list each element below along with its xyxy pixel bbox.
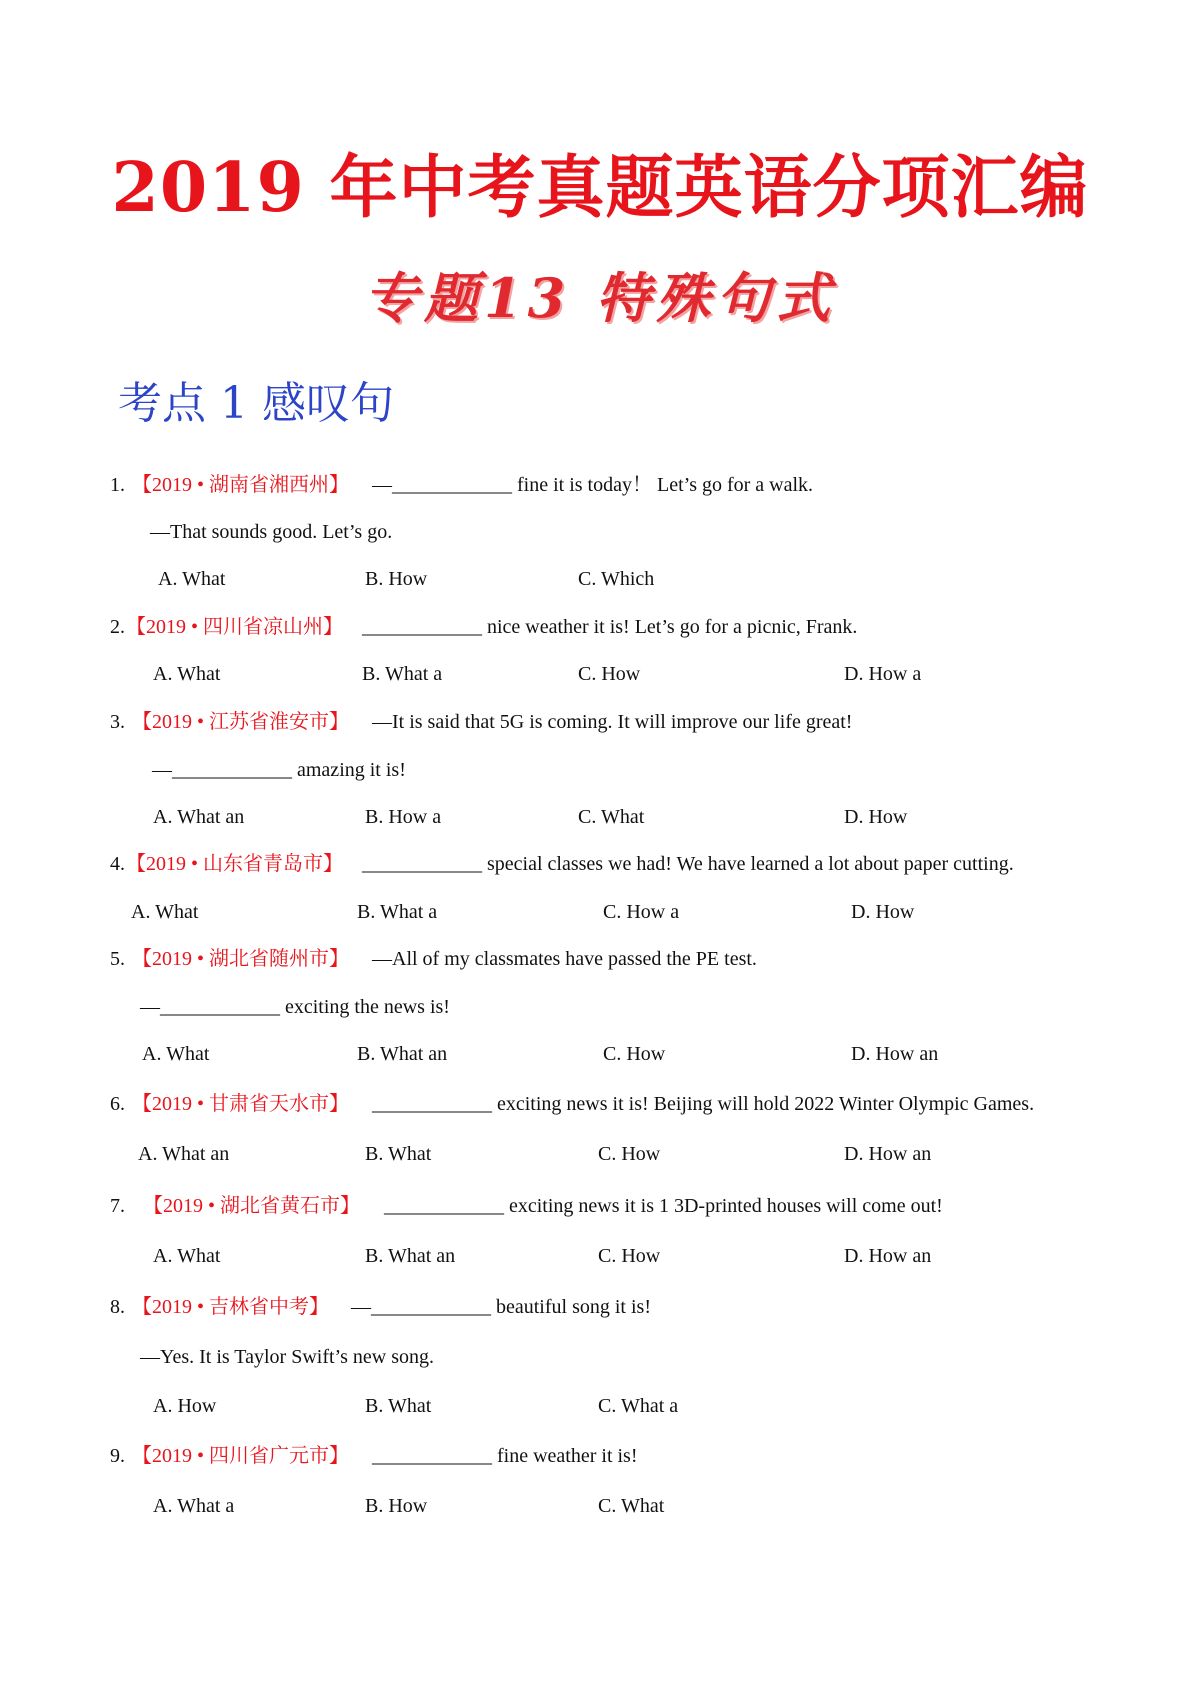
question-stem: ____________ special classes we had! We have learned a lot about paper cutting. — [362, 853, 1014, 875]
question-source-tag: 【2019 • 山东省青岛市】 — [126, 853, 344, 875]
option-c: C. What — [598, 1495, 665, 1517]
question-source-tag: 【2019 • 四川省凉山州】 — [126, 616, 344, 638]
option-b: B. What — [365, 1395, 432, 1417]
question-stem: ____________ nice weather it is! Let’s go for a picnic, Frank. — [362, 616, 858, 638]
question-stem: —____________ fine it is today！ Let’s go for a walk. — [372, 474, 814, 496]
option-d: D. How an — [844, 1143, 932, 1165]
question-number: 1. — [110, 474, 125, 496]
question-stem: —____________ beautiful song it is! — [351, 1296, 651, 1318]
question-reply: —____________ amazing it is! — [152, 759, 406, 781]
option-a: A. What an — [138, 1143, 230, 1165]
option-b: B. How a — [365, 806, 442, 828]
option-a: A. How — [153, 1395, 217, 1417]
option-c: C. What a — [598, 1395, 679, 1417]
question-source-tag: 【2019 • 吉林省中考】 — [132, 1296, 330, 1318]
option-c: C. How — [603, 1043, 666, 1065]
section-heading: 考点 1 感叹句 — [118, 378, 394, 429]
option-a: A. What an — [153, 806, 245, 828]
option-d: D. How — [844, 806, 908, 828]
option-d: D. How an — [844, 1245, 932, 1267]
question-source-tag: 【2019 • 湖南省湘西州】 — [132, 474, 350, 496]
option-b: B. What an — [357, 1043, 448, 1065]
question-number: 4. — [110, 853, 125, 875]
question-stem: ____________ exciting news it is! Beijing will hold 2022 Winter Olympic Games. — [372, 1093, 1035, 1115]
question-number: 5. — [110, 948, 125, 970]
option-c: C. How a — [603, 901, 680, 923]
question-stem: —All of my classmates have passed the PE test. — [372, 948, 757, 970]
option-b: B. What a — [362, 663, 443, 685]
question-number: 7. — [110, 1195, 125, 1217]
option-d: D. How an — [851, 1043, 939, 1065]
question-source-tag: 【2019 • 湖北省随州市】 — [132, 948, 350, 970]
question-number: 8. — [110, 1296, 125, 1318]
option-a: A. What — [153, 1245, 221, 1267]
option-d: D. How a — [844, 663, 922, 685]
question-stem: ____________ fine weather it is! — [372, 1445, 638, 1467]
option-a: A. What a — [153, 1495, 235, 1517]
question-reply: —That sounds good. Let’s go. — [150, 521, 393, 543]
question-source-tag: 【2019 • 四川省广元市】 — [132, 1445, 350, 1467]
question-number: 9. — [110, 1445, 125, 1467]
question-reply: —Yes. It is Taylor Swift’s new song. — [140, 1346, 434, 1368]
option-b: B. How — [365, 568, 428, 590]
option-c: C. Which — [578, 568, 655, 590]
option-c: C. What — [578, 806, 645, 828]
option-b: B. What a — [357, 901, 438, 923]
option-b: B. What — [365, 1143, 432, 1165]
option-c: C. How — [598, 1245, 661, 1267]
option-a: A. What — [158, 568, 226, 590]
question-reply: —____________ exciting the news is! — [140, 996, 450, 1018]
topic-subtitle: 专题13 特殊句式 — [364, 266, 836, 330]
question-number: 3. — [110, 711, 125, 733]
question-source-tag: 【2019 • 湖北省黄石市】 — [143, 1195, 361, 1217]
option-a: A. What — [142, 1043, 210, 1065]
question-source-tag: 【2019 • 江苏省淮安市】 — [132, 711, 350, 733]
option-b: B. What an — [365, 1245, 456, 1267]
question-number: 6. — [110, 1093, 125, 1115]
question-source-tag: 【2019 • 甘肃省天水市】 — [132, 1093, 350, 1115]
question-number: 2. — [110, 616, 125, 638]
option-a: A. What — [153, 663, 221, 685]
option-d: D. How — [851, 901, 915, 923]
option-c: C. How — [598, 1143, 661, 1165]
document-title: 2019 年中考真题英语分项汇编 — [111, 148, 1089, 228]
option-c: C. How — [578, 663, 641, 685]
question-stem: —It is said that 5G is coming. It will improve our life great! — [372, 711, 853, 733]
option-b: B. How — [365, 1495, 428, 1517]
option-a: A. What — [131, 901, 199, 923]
question-stem: ____________ exciting news it is 1 3D-printed houses will come out! — [384, 1195, 943, 1217]
